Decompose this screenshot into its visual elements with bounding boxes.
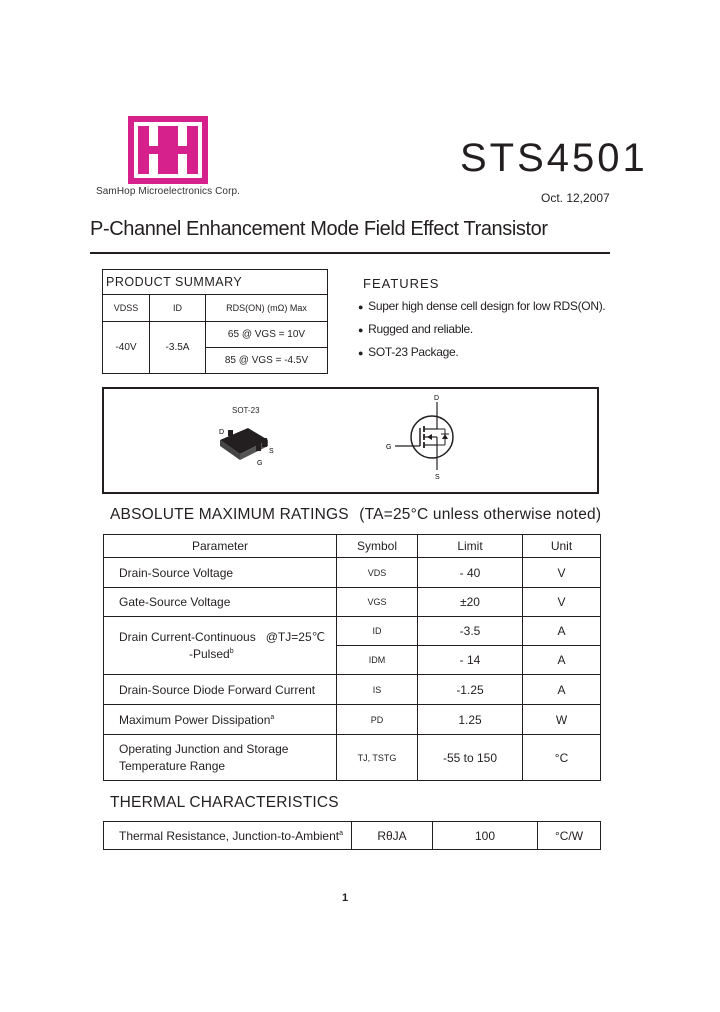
title-divider xyxy=(90,252,610,254)
table-row: Drain-Source Voltage VDS - 40 V xyxy=(104,558,601,588)
ratings-note: (TA=25°C unless otherwise noted) xyxy=(359,506,602,523)
pin-d-label: D xyxy=(219,429,225,436)
feature-item: ● Super high dense cell design for low RDS(ON). xyxy=(358,299,606,313)
page-title: P-Channel Enhancement Mode Field Effect Transistor xyxy=(90,218,548,240)
samhop-logo xyxy=(128,116,208,184)
col-parameter: Parameter xyxy=(104,535,337,558)
ratings-heading: ABSOLUTE MAXIMUM RATINGS (TA=25°C unless otherwise noted) xyxy=(110,506,602,523)
page-number: 1 xyxy=(342,892,349,904)
col-symbol: Symbol xyxy=(337,535,418,558)
symbol-s-label: S xyxy=(435,474,440,481)
symbol-g-label: G xyxy=(386,444,392,451)
table-row: Drain Current-Continuous @TJ=25℃ -Pulsed$^b$ ID -3.5 A xyxy=(104,617,601,646)
rds-value-1: 65 @ VGS = 10V xyxy=(206,322,328,348)
id-value: -3.5A xyxy=(150,322,206,374)
feature-item: ● SOT-23 Package. xyxy=(358,345,459,359)
thermal-heading: THERMAL CHARACTERISTICS xyxy=(110,794,339,811)
part-number: STS4501 xyxy=(460,136,648,180)
table-row: Operating Junction and Storage Temperature Range TJ, TSTG -55 to 150 °C xyxy=(104,735,601,781)
table-row: Drain-Source Diode Forward Current IS -1.25 A xyxy=(104,675,601,705)
pmos-symbol-icon xyxy=(380,392,470,482)
col-rds: RDS(ON) (mΩ) Max xyxy=(206,295,328,322)
package-label: SOT-23 xyxy=(232,406,260,415)
feature-item: ● Rugged and reliable. xyxy=(358,322,473,336)
pin-s-label: S xyxy=(269,448,274,455)
absolute-max-ratings-table xyxy=(103,534,601,781)
summary-heading: PRODUCT SUMMARY xyxy=(103,270,328,295)
col-unit: Unit xyxy=(523,535,601,558)
drain-current-cell: Drain Current-Continuous @TJ=25℃ -Pulsed$^b$ xyxy=(104,617,337,675)
package-diagram-box xyxy=(102,387,599,494)
features-heading: FEATURES xyxy=(363,276,440,291)
rds-value-2: 85 @ VGS = -4.5V xyxy=(206,348,328,374)
thermal-table xyxy=(103,821,601,850)
pin-g-label: G xyxy=(257,460,263,467)
table-row: Maximum Power Dissipation$^a$ PD 1.25 W xyxy=(104,705,601,735)
col-vdss: VDSS xyxy=(103,295,150,322)
table-row: IDM - 14 A xyxy=(104,646,601,675)
bullet-icon: ● xyxy=(358,348,364,358)
bullet-icon: ● xyxy=(358,302,364,312)
table-row: Thermal Resistance, Junction-to-Ambient$^a$ RθJA 100 °C/W xyxy=(104,822,601,850)
bullet-icon: ● xyxy=(358,325,364,335)
doc-date: Oct. 12,2007 xyxy=(541,191,610,205)
col-id: ID xyxy=(150,295,206,322)
col-limit: Limit xyxy=(418,535,523,558)
table-row: Gate-Source Voltage VGS ±20 V xyxy=(104,588,601,617)
company-name: SamHop Microelectronics Corp. xyxy=(96,186,241,197)
sot23-package-icon xyxy=(212,418,282,468)
product-summary-table xyxy=(102,269,328,374)
symbol-d-label: D xyxy=(434,395,440,402)
vdss-value: -40V xyxy=(103,322,150,374)
